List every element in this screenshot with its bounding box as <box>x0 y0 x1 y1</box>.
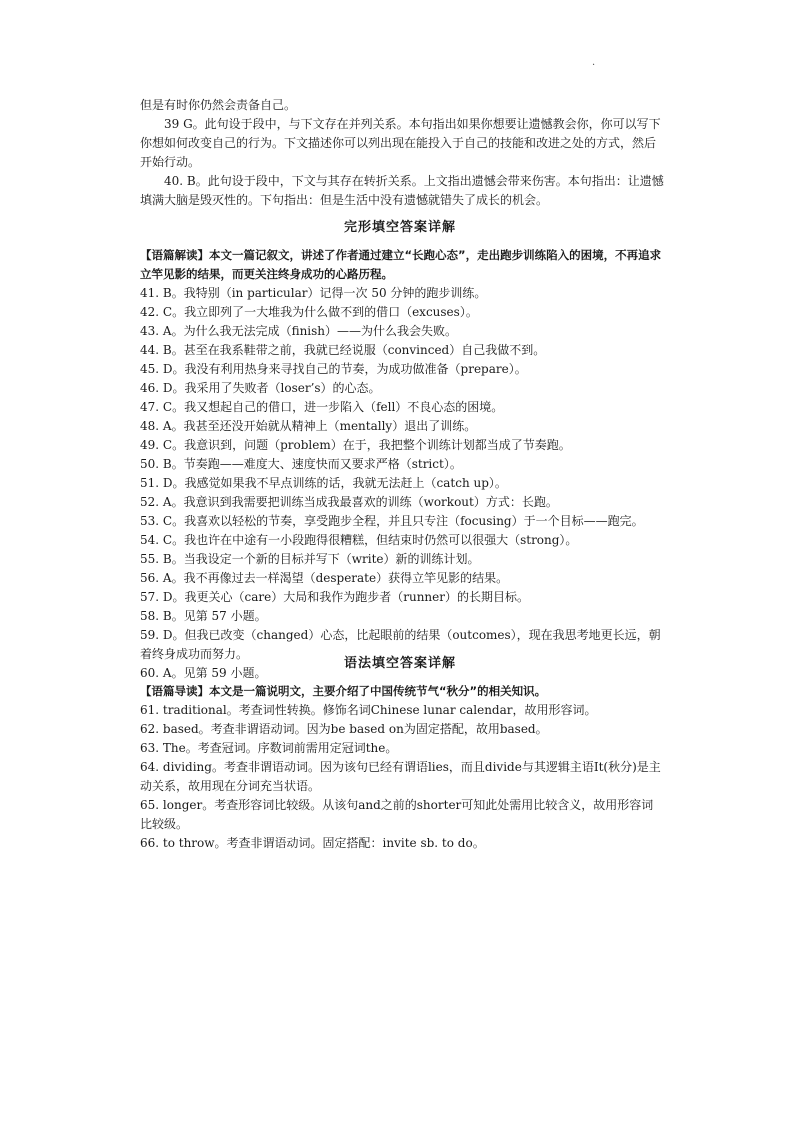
intro-line: 但是有时你仍然会责备自己。 <box>140 98 297 112</box>
cloze-answer-item: 54. C。我也许在中途有一小段跑得很糟糕，但结束时仍然可以很强大（strong）。 <box>140 533 578 547</box>
cloze-answer-item: 52. A。我意识到我需要把训练当成我最喜欢的训练（workout）方式：长跑。 <box>140 495 558 509</box>
grammar-title: 语法填空答案详解 <box>343 656 456 671</box>
grammar-answer-item: 65. longer。考查形容词比较级。从该句and之前的shorter可知此处需用比较含义，故用形容词比较级。 <box>140 798 654 831</box>
cloze-answer-item: 43. A。为什么我无法完成（finish）——为什么我会失败。 <box>140 324 458 338</box>
cloze-answer-item: 42. C。我立即列了一大堆我为什么做不到的借口（excuses）。 <box>140 305 478 319</box>
cloze-answer-item: 45. D。我没有利用热身来寻找自己的节奏，为成功做准备（prepare）。 <box>140 362 527 376</box>
cloze-answer-item: 48. A。我甚至还没开始就从精神上（mentally）退出了训练。 <box>140 419 477 433</box>
grammar-answer-item: 66. to throw。考查非谓语动词。固定搭配：invite sb. to do。 <box>140 836 485 850</box>
answer-40: 40. B。此句设于段中，下文与其存在转折关系。上文指出遗憾会带来伤害。本句指出：让遗憾填满大脑是毁灭性的。下句指出：但是生活中没有遗憾就错失了成长的机会。 <box>140 174 664 207</box>
grammar-answer-item: 61. traditional。考查词性转换。修饰名词Chinese lunar calendar，故用形容词。 <box>140 703 597 717</box>
grammar-section <box>140 682 665 853</box>
cloze-answer-item: 53. C。我喜欢以轻松的节奏，享受跑步全程，并且只专注（focusing）于一个目标——跑完。 <box>140 514 644 528</box>
cloze-answer-item: 47. C。我又想起自己的借口，进一步陷入（fell）不良心态的困境。 <box>140 400 504 414</box>
cloze-answer-item: 41. B。我特别（in particular）记得一次 50 分钟的跑步训练。 <box>140 286 487 300</box>
cloze-answer-item: 46. D。我采用了失败者（loser’s）的心态。 <box>140 381 381 395</box>
cloze-answer-list <box>140 284 665 683</box>
top-mark: · <box>592 60 596 71</box>
cloze-answer-item: 55. B。当我设定一个新的目标并写下（write）新的训练计划。 <box>140 552 480 566</box>
grammar-answer-item: 64. dividing。考查非谓语动词。因为该句已经有谓语lies，而且divide与其逻辑主语It(秋分)是主动关系，故用现在分词充当状语。 <box>140 760 661 793</box>
cloze-answer-item: 49. C。我意识到，问题（problem）在于，我把整个训练计划都当成了节奏跑。 <box>140 438 571 452</box>
answer-39: 39 G。此句设于段中，与下文存在并列关系。本句指出如果你想要让遗憾教会你，你可以写下你想如何改变自己的行为。下文描述你可以列出现在能投入于自己的技能和改进之处的方式，然后开始行动。 <box>140 117 661 169</box>
cloze-answer-item: 44. B。甚至在我系鞋带之前，我就已经说服（convinced）自己我做不到。 <box>140 343 546 357</box>
cloze-answer-item: 50. B。节奏跑——难度大、速度快而又要求严格（strict）。 <box>140 457 462 471</box>
intro-section <box>140 96 665 210</box>
cloze-section <box>140 246 665 683</box>
cloze-answer-item: 56. A。我不再像过去一样渴望（desperate）获得立竿见影的结果。 <box>140 571 509 585</box>
cloze-answer-item: 57. D。我更关心（care）大局和我作为跑步者（runner）的长期目标。 <box>140 590 529 604</box>
cloze-answer-item: 60. A。见第 59 小题。 <box>140 666 267 680</box>
cloze-answer-item: 59. D。但我已改变（changed）心态，比起眼前的结果（outcomes），现在我思考地更长远，朝着终身成功而努力。 <box>140 628 661 661</box>
grammar-answer-item: 63. The。考查冠词。序数词前需用定冠词the。 <box>140 741 398 755</box>
cloze-lead: 【语篇解读】本文一篇记叙文，讲述了作者通过建立“长跑心态”，走出跑步训练陷入的困境，不再追求立竿见影的结果，而更关注终身成功的心路历程。 <box>140 248 662 281</box>
grammar-answer-list <box>140 701 665 853</box>
cloze-answer-item: 58. B。见第 57 小题。 <box>140 609 267 623</box>
cloze-answer-item: 51. D。我感觉如果我不早点训练的话，我就无法赶上（catch up）。 <box>140 476 507 490</box>
cloze-title: 完形填空答案详解 <box>343 220 456 235</box>
grammar-lead: 【语篇导读】本文是一篇说明文，主要介绍了中国传统节气“秋分”的相关知识。 <box>140 684 547 698</box>
grammar-answer-item: 62. based。考查非谓语动词。因为be based on为固定搭配，故用based。 <box>140 722 548 736</box>
